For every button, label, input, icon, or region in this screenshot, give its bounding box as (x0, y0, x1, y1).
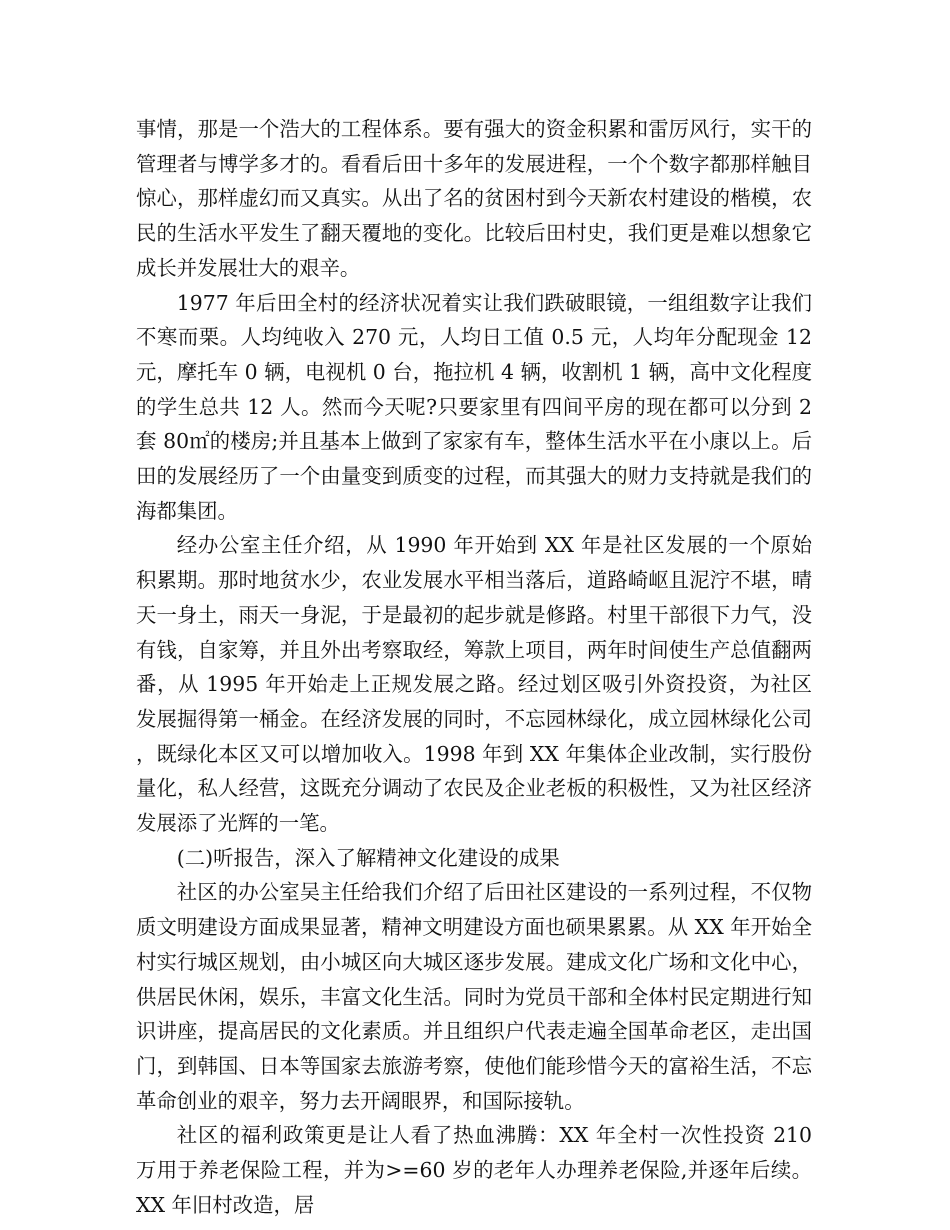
paragraph-1977-economy: 1977 年后田全村的经济状况着实让我们跌破眼镜，一组组数字让我们不寒而栗。人均纯收入 270 元，人均日工值 0.5 元，人均年分配现金 12 元，摩托车 0 辆，电视机 0 台，拖拉机 4 辆，收割机 1 辆，高中文化程度的学生总共 12 人。然而今天呢?只要家里有四间平房的现在都可以分到 2 套 80㎡的楼房;并且基本上做到了家家有车，整体生活水平在小康以上。后田的发展经历了一个由量变到质变的过程，而其强大的财力支持就是我们的海都集团。 (136, 290, 812, 523)
paragraph-welfare-policy: 社区的福利政策更是让人看了热血沸腾：XX 年全村一次性投资 210 万用于养老保险工程，并为>=60 岁的老年人办理养老保险,并逐年后续。XX 年旧村改造，居 (136, 1123, 812, 1217)
document-body (136, 112, 812, 1223)
paragraph-intro: 事情，那是一个浩大的工程体系。要有强大的资金积累和雷厉风行，实干的管理者与博学多才的。看看后田十多年的发展进程，一个个数字都那样触目惊心，那样虚幻而又真实。从出了名的贫困村到今天新农村建设的楷模，农民的生活水平发生了翻天覆地的变化。比较后田村史，我们更是难以想象它成长并发展壮大的艰辛。 (136, 117, 812, 280)
section-heading-culture: (二)听报告，深入了解精神文化建设的成果 (176, 845, 560, 870)
paragraph-culture-construction: 社区的办公室吴主任给我们介绍了后田社区建设的一系列过程，不仅物质文明建设方面成果显著，精神文明建设方面也硕果累累。从 XX 年开始全村实行城区规划，由小城区向大城区逐步发展。建成文化广场和文化中心，供居民休闲，娱乐，丰富文化生活。同时为党员干部和全体村民定期进行知识讲座，提高居民的文化素质。并且组织户代表走遍全国革命老区，走出国门，到韩国、日本等国家去旅游考察，使他们能珍惜今天的富裕生活，不忘革命创业的艰辛，努力去开阔眼界，和国际接轨。 (136, 880, 812, 1113)
paragraph-development-history: 经办公室主任介绍，从 1990 年开始到 XX 年是社区发展的一个原始积累期。那时地贫水少，农业发展水平相当落后，道路崎岖且泥泞不堪，晴天一身土，雨天一身泥，于是最初的起步就是修路。村里干部很下力气，没有钱，自家筹，并且外出考察取经，筹款上项目，两年时间使生产总值翻两番，从 1995 年开始走上正规发展之路。经过划区吸引外资投资，为社区发展掘得第一桶金。在经济发展的同时，不忘园林绿化，成立园林绿化公司，既绿化本区又可以增加收入。1998 年到 XX 年集体企业改制，实行股份量化，私人经营，这既充分调动了农民及企业老板的积极性，又为社区经济发展添了光辉的一笔。 (136, 533, 812, 836)
